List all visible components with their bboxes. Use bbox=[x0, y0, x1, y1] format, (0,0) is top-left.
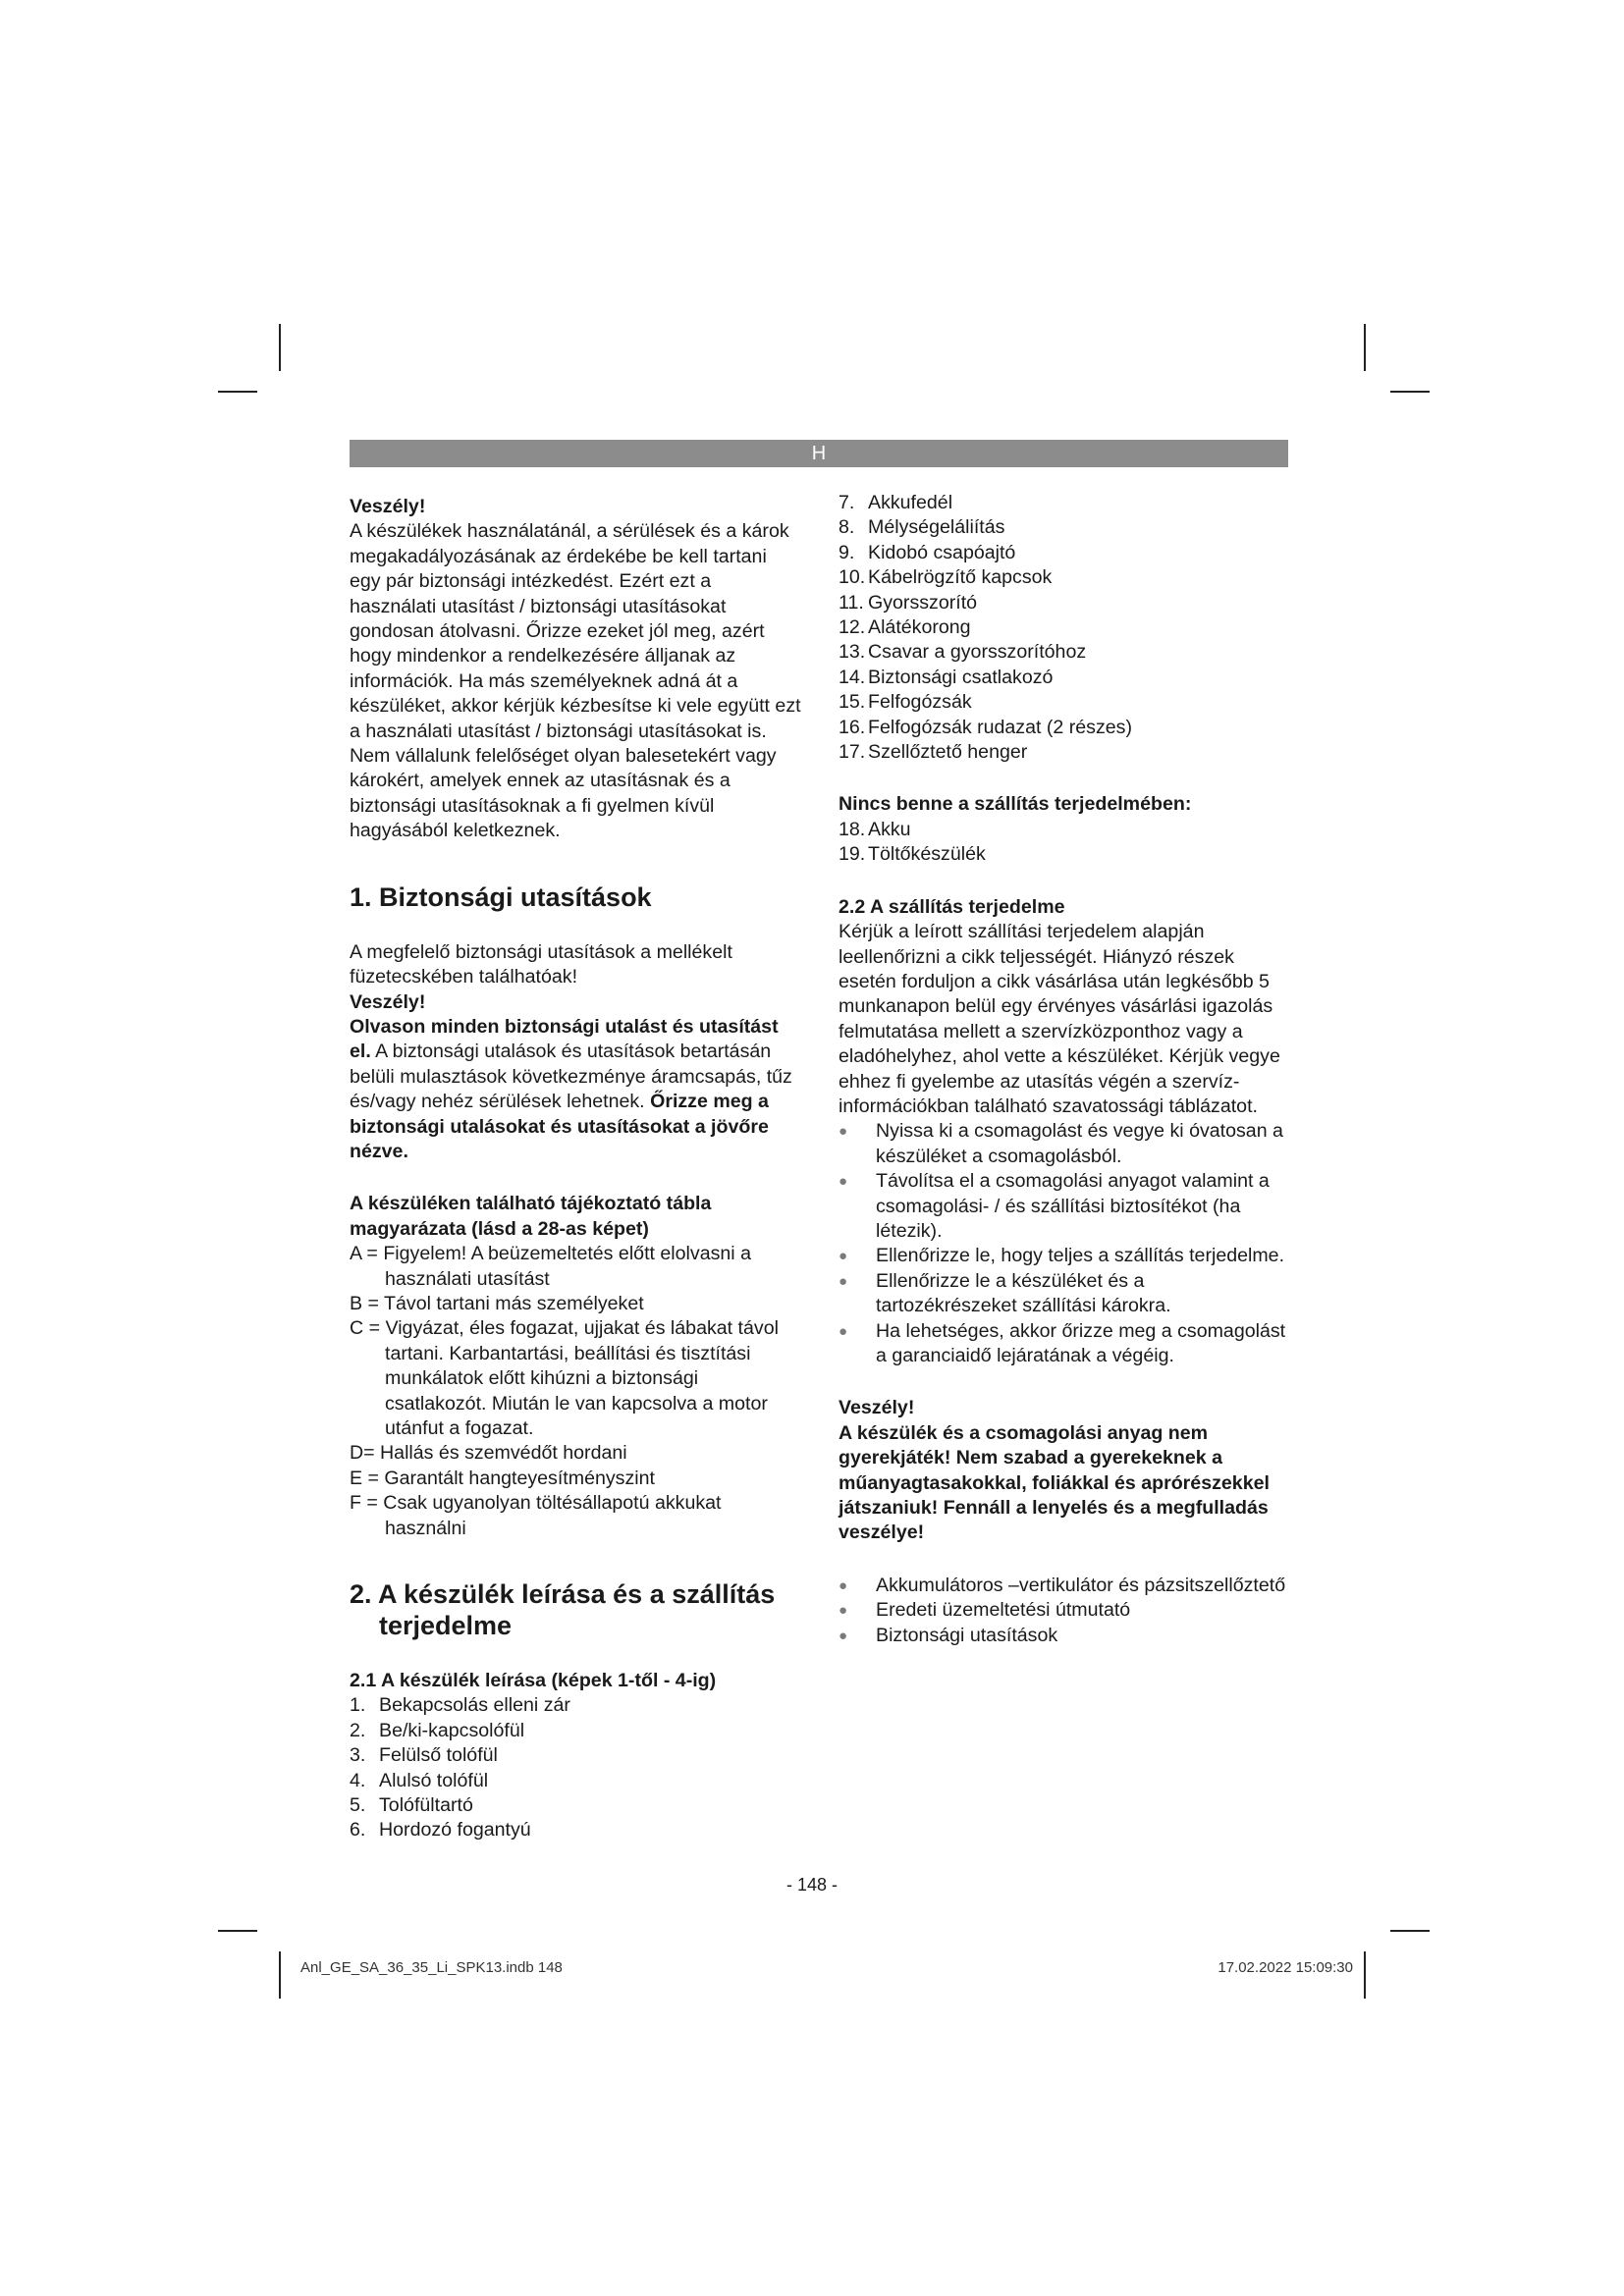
intro-paragraph: A készülékek használatánál, a sérülések és a károk megakadályozásának az érdekébe be kell tartani egy pár biztonsági intézkedést. Ezért ezt a használati utasítást / biztonsági utasításokat gondosan átolvasni. Őrizze ezeket jól meg, azért hogy mindenkor a rendelkezésére álljanak az információk. Ha más személyeknek adná át a készüléket, akkor kérjük kézbesítse ki vele együtt ezt a használati utasítást / biztonsági utasításokat is. Nem vállalunk felelőséget olyan balesetekért vagy károkért, amelyek ennek az utasításnak és a biztonsági utasításoknak a fi gyelmen kívül hagyásából keletkeznek. bbox=[350, 520, 801, 842]
left-column bbox=[350, 495, 801, 1843]
section-1-title: 1. Biztonsági utasítások bbox=[350, 881, 652, 912]
intro-warning-title: Veszély! bbox=[350, 496, 426, 517]
sign-legend-item: A = Figyelem! A beüzemeltetés előtt elolvasni a használati utasítást bbox=[350, 1243, 751, 1290]
sign-legend-item: D= Hallás és szemvédőt hordani bbox=[350, 1442, 627, 1465]
bullet-icon: ● bbox=[839, 1272, 848, 1290]
list-item: ● Biztonsági utasítások bbox=[839, 1624, 1290, 1648]
list-item: ● Távolítsa el a csomagolási anyagot valamint a csomagolási- / és szállítási biztosítékot (ha létezik). bbox=[839, 1169, 1290, 1244]
sign-legend-item: F = Csak ugyanolyan töltésállapotú akkukat használni bbox=[350, 1492, 722, 1539]
list-item: ● Akkumulátoros –vertikulátor és pázsitszellőztető bbox=[839, 1574, 1290, 1598]
list-item: 4. Alulsó tolófül bbox=[350, 1769, 489, 1791]
list-item: ● Eredeti üzemeltetési útmutató bbox=[839, 1598, 1290, 1623]
language-header bbox=[350, 440, 1288, 467]
right-column bbox=[839, 491, 1290, 1648]
section-2-2-title: 2.2 A szállítás terjedelme bbox=[839, 895, 1065, 918]
crop-mark bbox=[279, 324, 281, 371]
section-1-warning: Veszély! bbox=[350, 990, 426, 1013]
list-item: 3. Felülső tolófül bbox=[350, 1744, 498, 1767]
list-item: 5. Tolófültartó bbox=[350, 1794, 473, 1817]
delivery-contents-list bbox=[839, 1574, 1290, 1648]
section-2-1-title: 2.1 A készülék leírása (képek 1-től - 4-ig) bbox=[350, 1670, 717, 1692]
sign-legend-item: E = Garantált hangteyesítményszint bbox=[350, 1467, 655, 1489]
footer-timestamp: 17.02.2022 15:09:30 bbox=[1218, 1959, 1353, 1976]
list-item: 7. Akkufedél bbox=[839, 492, 953, 513]
bullet-icon: ● bbox=[839, 1173, 848, 1191]
unpacking-steps-list bbox=[839, 1119, 1290, 1368]
list-item: 15. Felfogózsák bbox=[839, 691, 972, 714]
list-item: 11. Gyorsszorító bbox=[839, 591, 978, 614]
list-item: 2. Be/ki-kapcsolófül bbox=[350, 1719, 525, 1741]
child-warning-text: A készülék és a csomagolási anyag nem gyerekjáték! Nem szabad a gyerekeknek a műanyagtasakokkal, foliákkal és aprórészekkel játszaniuk! Fennáll a lenyelés és a megfulladás veszélye! bbox=[839, 1421, 1270, 1544]
list-item: 12. Alátékorong bbox=[839, 616, 971, 639]
parts-list-left bbox=[350, 1693, 801, 1842]
list-item: 8. Mélységeláliítás bbox=[839, 516, 1005, 539]
list-item: 18. Akku bbox=[839, 818, 911, 840]
parts-list-right bbox=[839, 491, 1290, 765]
consequences-text: A biztonsági utalások és utasítások betartásán belüli mulasztások következménye áramcsapás, tűz és/vagy nehéz sérülések lehetnek. bbox=[350, 1041, 792, 1113]
crop-mark bbox=[1390, 1930, 1430, 1932]
list-item: 13. Csavar a gyorsszorítóhoz bbox=[839, 641, 1087, 664]
bullet-icon: ● bbox=[839, 1627, 848, 1644]
bullet-icon: ● bbox=[839, 1602, 848, 1620]
bullet-icon: ● bbox=[839, 1123, 848, 1141]
list-item: ● Nyissa ki a csomagolást és vegye ki óvatosan a készüléket a csomagolásból. bbox=[839, 1119, 1290, 1169]
list-item: 9. Kidobó csapóajtó bbox=[839, 541, 1016, 563]
not-included-list bbox=[839, 818, 1290, 868]
list-item: 17. Szellőztető henger bbox=[839, 741, 1028, 764]
crop-mark bbox=[1390, 391, 1430, 393]
crop-mark bbox=[1364, 324, 1366, 371]
sign-legend-item: B = Távol tartani más személyeket bbox=[350, 1292, 644, 1314]
bullet-icon: ● bbox=[839, 1576, 848, 1594]
footer-file-name: Anl_GE_SA_36_35_Li_SPK13.indb 148 bbox=[300, 1959, 563, 1976]
section-1-paragraph bbox=[350, 1015, 801, 1164]
list-item: ● Ellenőrizze le, hogy teljes a szállítás terjedelme. bbox=[839, 1244, 1290, 1268]
section-1-intro: A megfelelő biztonsági utasítások a mellékelt füzetecskében találhatóak! bbox=[350, 940, 732, 988]
language-code: H bbox=[811, 443, 827, 464]
bullet-icon: ● bbox=[839, 1322, 848, 1340]
not-included-title: Nincs benne a szállítás terjedelmében: bbox=[839, 793, 1192, 816]
list-item: 10. Kábelrögzítő kapcsok bbox=[839, 566, 1053, 589]
sign-legend-list bbox=[350, 1242, 801, 1541]
page-number: - 148 - bbox=[785, 1875, 839, 1895]
list-item: 14. Biztonsági csatlakozó bbox=[839, 666, 1054, 688]
list-item: 16. Felfogózsák rudazat (2 részes) bbox=[839, 716, 1132, 738]
keep-instructions-bold: Őrizze meg a biztonsági utalásokat és utasításokat a jövőre nézve. bbox=[350, 1091, 769, 1162]
section-2-title: 2. A készülék leírása és a szállítás terjedelme bbox=[350, 1579, 776, 1641]
list-item: 19. Töltőkészülék bbox=[839, 843, 986, 866]
list-item: 6. Hordozó fogantyú bbox=[350, 1819, 531, 1842]
list-item: 1. Bekapcsolás elleni zár bbox=[350, 1694, 570, 1717]
list-item: ● Ha lehetséges, akkor őrizze meg a csomagolást a garanciaidő lejáratának a végéig. bbox=[839, 1319, 1290, 1369]
crop-mark bbox=[218, 391, 257, 393]
section-2-2-paragraph: Kérjük a leírott szállítási terjedelem alapján leellenőrizni a cikk teljességét. Hiányzó részek esetén forduljon a cikk vásárlása után legkésőbb 5 munkanapon belül egy érvényes vásárlási igazolás felmutatása mellett a szervízközponthoz vagy a eladóhelyhez, ahol vette a készüléket. Kérjük vegye ehhez fi gyelembe az utasítás végén a szervíz-információkban található szavatossági táblázatot. bbox=[839, 921, 1280, 1117]
crop-mark bbox=[279, 1951, 281, 1999]
child-warning-title: Veszély! bbox=[839, 1397, 915, 1419]
crop-mark bbox=[218, 1930, 257, 1932]
sign-legend-title: A készüléken található tájékoztató tábla magyarázata (lásd a 28-as képet) bbox=[350, 1193, 712, 1240]
read-instructions-bold: Olvason minden biztonsági utalást és utasítást el. bbox=[350, 1015, 779, 1063]
bullet-icon: ● bbox=[839, 1248, 848, 1265]
list-item: ● Ellenőrizze le a készüléket és a tartozékrészeket szállítási károkra. bbox=[839, 1269, 1290, 1319]
crop-mark bbox=[1364, 1951, 1366, 1999]
sign-legend-item: C = Vigyázat, éles fogazat, ujjakat és lábakat távol tartani. Karbantartási, beállítási és tisztítási munkálatok előtt kihúzni a biztonsági csatlakozót. Miután le van kapcsolva a motor utánfut a fogazat. bbox=[350, 1317, 779, 1439]
